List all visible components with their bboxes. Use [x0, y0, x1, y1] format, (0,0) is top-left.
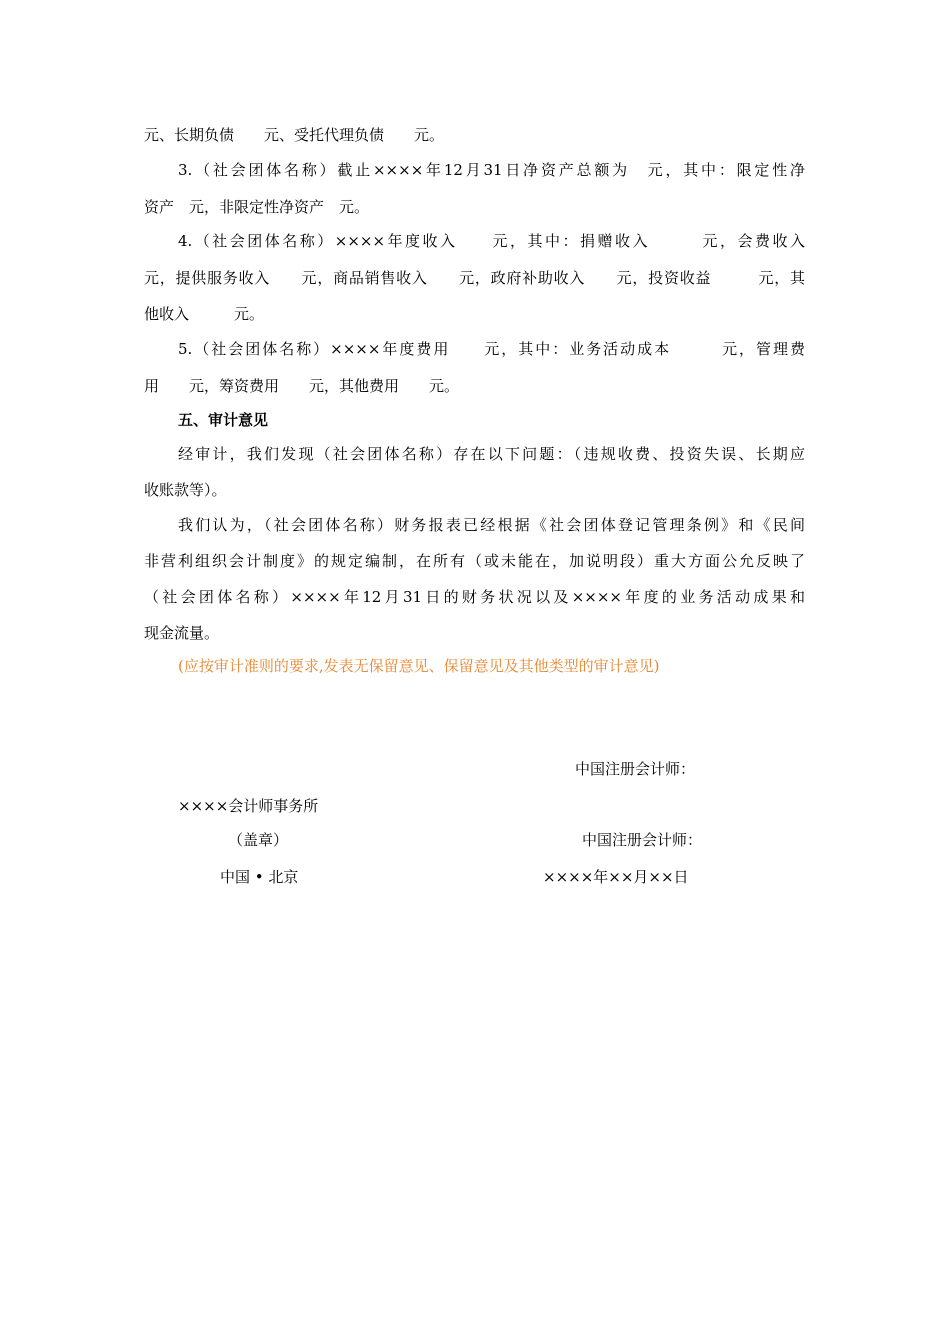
- cpa-signature-label-2: 中国注册会计师：: [582, 831, 703, 849]
- location-label: 中国 • 北京: [220, 868, 299, 886]
- paragraph-line: 他收入 元。: [144, 305, 265, 323]
- paragraph-line: 经审计，我们发现（社会团体名称）存在以下问题：（违规收费、投资失误、长期应: [178, 445, 805, 463]
- paragraph-line: 元，提供服务收入 元，商品销售收入 元，政府补助收入 元，投资收益 元，其: [144, 269, 805, 287]
- cpa-signature-label-1: 中国注册会计师：: [575, 760, 696, 778]
- section-heading: 五、审计意见: [178, 411, 269, 429]
- accounting-firm-name: ××××会计师事务所: [178, 797, 319, 815]
- paragraph-line: 4.（社会团体名称）××××年度收入 元，其中：捐赠收入 元，会费收入: [178, 232, 805, 250]
- paragraph-line: 我们认为，（社会团体名称）财务报表已经根据《社会团体登记管理条例》和《民间: [178, 516, 805, 534]
- paragraph-line: 元、长期负债 元、受托代理负债 元。: [144, 126, 445, 144]
- paragraph-line: 用 元，筹资费用 元，其他费用 元。: [144, 377, 460, 395]
- audit-opinion-note: (应按审计准则的要求,发表无保留意见、保留意见及其他类型的审计意见): [178, 657, 660, 675]
- paragraph-line: 资产 元，非限定性净资产 元。: [144, 198, 370, 216]
- paragraph-line: 现金流量。: [144, 624, 220, 642]
- paragraph-line: 收账款等）。: [144, 481, 227, 499]
- paragraph-line: 3.（社会团体名称）截止××××年12月31日净资产总额为 元，其中：限定性净: [178, 161, 805, 179]
- report-date: ××××年××月××日: [543, 868, 689, 886]
- paragraph-line: 非营利组织会计制度》的规定编制，在所有（或未能在，加说明段）重大方面公允反映了: [144, 552, 805, 570]
- paragraph-line: （社会团体名称）××××年12月31日的财务状况以及××××年度的业务活动成果和: [144, 588, 805, 606]
- seal-label: （盖章）: [228, 831, 289, 849]
- paragraph-line: 5.（社会团体名称）××××年度费用 元，其中：业务活动成本 元，管理费: [178, 340, 805, 358]
